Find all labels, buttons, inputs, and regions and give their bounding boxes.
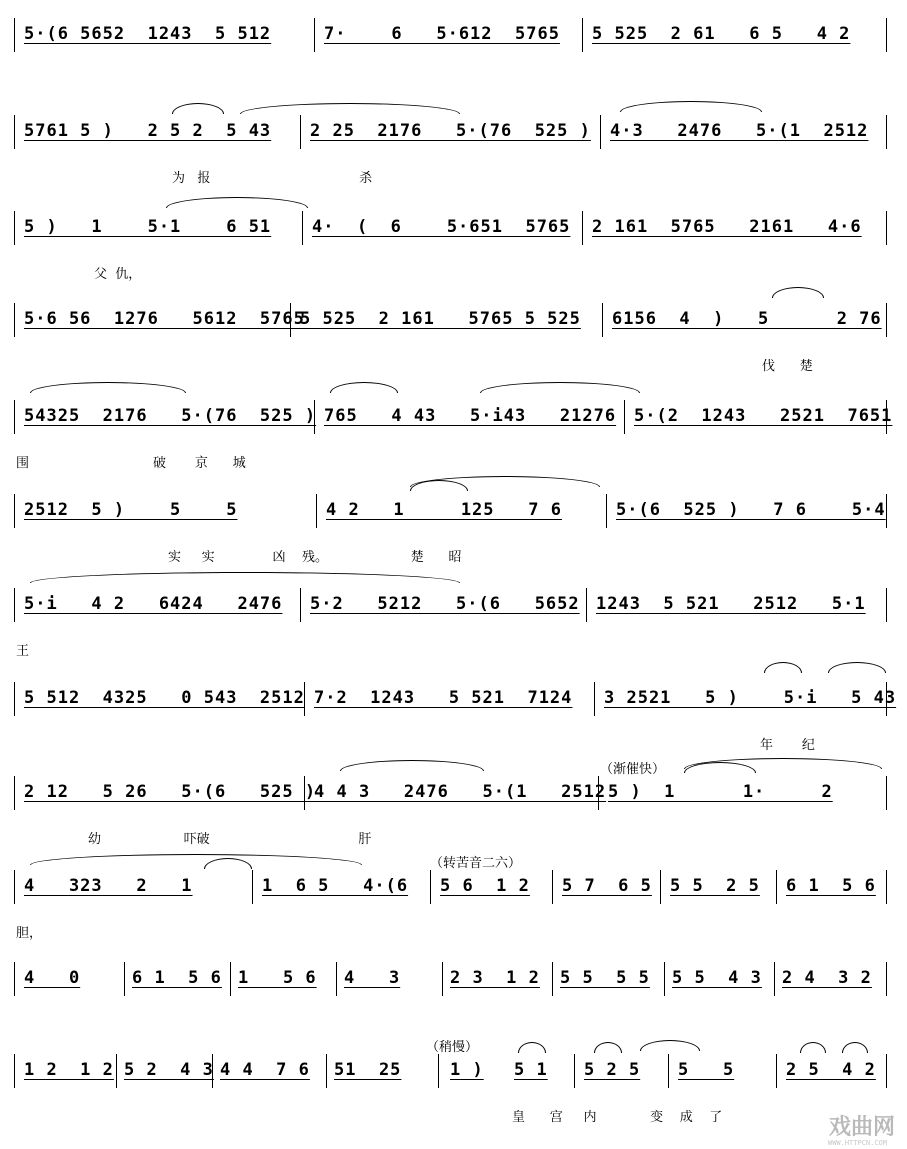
measure-9-1: 2 12 5 26 5·(6 525 )	[24, 782, 317, 802]
barline	[886, 1054, 887, 1088]
measure-3-3: 2 161 5765 2161 4·6	[592, 217, 862, 237]
measure-10-5: 5 5 2 5	[670, 876, 760, 896]
barline	[14, 682, 15, 716]
barline	[430, 870, 431, 904]
barline	[14, 115, 15, 149]
site-watermark-logo: 戏曲网	[828, 1115, 895, 1140]
score-system-4	[0, 303, 907, 393]
measure-6-1: 2512 5 ) 5 5	[24, 500, 238, 520]
measure-2-2: 2 25 2176 5·(76 525 )	[310, 121, 591, 141]
score-system-1	[0, 18, 907, 108]
measure-11-5: 2 3 1 2	[450, 968, 540, 988]
barline	[326, 1054, 327, 1088]
lyrics-line-4: 伐 楚	[762, 359, 813, 374]
measure-10-1: 4 323 2 1	[24, 876, 193, 896]
system-staff	[14, 494, 894, 534]
barline	[252, 870, 253, 904]
barline	[212, 1054, 213, 1088]
barline	[624, 400, 625, 434]
barline	[552, 870, 553, 904]
barline	[774, 962, 775, 996]
system-staff	[14, 18, 894, 58]
measure-12-3: 4 4 7 6	[220, 1060, 310, 1080]
lyrics-line-8: 年 纪	[760, 738, 815, 753]
barline	[776, 1054, 777, 1088]
measure-12-6: 5 1	[514, 1060, 548, 1080]
barline	[886, 776, 887, 810]
score-system-10	[0, 856, 907, 960]
lyrics-line-3: 父 仇，	[94, 267, 142, 282]
barline	[552, 962, 553, 996]
barline	[14, 776, 15, 810]
tempo-mark: （转苦音二六）	[430, 856, 522, 871]
lyrics-line-6: 实 实 凶 残。 楚 昭	[168, 550, 462, 565]
measure-3-2: 4· ( 6 5·651 5765	[312, 217, 571, 237]
measure-2-1: 5761 5 ) 2 5 2 5 43	[24, 121, 272, 141]
barline	[314, 400, 315, 434]
barline	[314, 18, 315, 52]
barline	[586, 588, 587, 622]
barline	[886, 211, 887, 245]
barline	[886, 870, 887, 904]
score-system-6	[0, 494, 907, 584]
measure-10-4: 5 7 6 5	[562, 876, 652, 896]
measure-9-3: 5 ) 1 1· 2	[608, 782, 833, 802]
system-staff	[14, 400, 894, 440]
barline	[230, 962, 231, 996]
measure-1-1: 5·(6 5652 1243 5 512	[24, 24, 272, 44]
barline	[14, 588, 15, 622]
barline	[14, 962, 15, 996]
lyrics-line-2: 为 报 杀	[172, 171, 373, 186]
score-system-12	[0, 1040, 907, 1144]
barline	[886, 494, 887, 528]
measure-11-6: 5 5 5 5	[560, 968, 650, 988]
measure-12-5: 1 )	[450, 1060, 484, 1080]
measure-11-8: 2 4 3 2	[782, 968, 872, 988]
barline	[886, 962, 887, 996]
barline	[582, 211, 583, 245]
barline	[300, 588, 301, 622]
measure-12-7: 5 2 5	[584, 1060, 641, 1080]
measure-4-1: 5·6 56 1276 5612 5765	[24, 309, 305, 329]
barline	[316, 494, 317, 528]
system-staff	[14, 1054, 894, 1094]
barline	[14, 870, 15, 904]
measure-7-1: 5·i 4 2 6424 2476	[24, 594, 283, 614]
barline	[300, 115, 301, 149]
lyrics-line-12: 皇 宫 内 变 成 了	[512, 1110, 723, 1125]
site-watermark-url: WWW.HTTPCN.COM	[827, 1139, 887, 1147]
measure-2-3: 4·3 2476 5·(1 2512	[610, 121, 869, 141]
barline	[886, 115, 887, 149]
measure-10-3: 5 6 1 2	[440, 876, 530, 896]
barline	[886, 400, 887, 434]
system-staff	[14, 588, 894, 628]
barline	[886, 588, 887, 622]
measure-4-3: 6156 4 ) 5 2 76	[612, 309, 882, 329]
system-staff	[14, 682, 897, 722]
measure-12-2: 5 2 4 3	[124, 1060, 214, 1080]
barline	[442, 962, 443, 996]
barline	[14, 211, 15, 245]
measure-5-3: 5·(2 1243 2521 7651	[634, 406, 893, 426]
system-staff	[14, 776, 894, 816]
barline	[438, 1054, 439, 1088]
barline	[14, 18, 15, 52]
tempo-mark: （渐催快）	[600, 762, 666, 777]
system-staff	[14, 115, 894, 155]
barline	[14, 1054, 15, 1088]
measure-6-3: 5·(6 525 ) 7 6 5·4	[616, 500, 886, 520]
measure-5-2: 765 4 43 5·i43 21276	[324, 406, 617, 426]
system-staff	[14, 870, 894, 910]
barline	[14, 494, 15, 528]
score-system-3	[0, 211, 907, 301]
lyrics-line-5: 围 破 京 城	[16, 456, 246, 471]
system-staff	[14, 211, 894, 251]
barline	[606, 494, 607, 528]
barline	[336, 962, 337, 996]
measure-10-2: 1 6 5 4·(6	[262, 876, 409, 896]
measure-12-4: 51 25	[334, 1060, 402, 1080]
measure-8-1: 5 512 4325 0 543 2512	[24, 688, 305, 708]
barline	[664, 962, 665, 996]
measure-12-1: 1 2 1 2	[24, 1060, 114, 1080]
barline	[582, 18, 583, 52]
barline	[124, 962, 125, 996]
measure-4-2: 5 525 2 161 5765 5 525	[300, 309, 581, 329]
barline	[776, 870, 777, 904]
measure-12-9: 2 5 4 2	[786, 1060, 876, 1080]
barline	[304, 682, 305, 716]
barline	[660, 870, 661, 904]
measure-11-7: 5 5 4 3	[672, 968, 762, 988]
barline	[574, 1054, 575, 1088]
score-system-2	[0, 115, 907, 205]
barline	[116, 1054, 117, 1088]
measure-7-3: 1243 5 521 2512 5·1	[596, 594, 866, 614]
barline	[602, 303, 603, 337]
measure-11-1: 4 0	[24, 968, 81, 988]
lyrics-line-9: 幼 吓破 肝	[88, 832, 372, 847]
barline	[600, 115, 601, 149]
barline	[290, 303, 291, 337]
barline	[886, 18, 887, 52]
barline	[886, 682, 887, 716]
measure-8-3: 3 2521 5 ) 5·i 5 43	[604, 688, 897, 708]
measure-11-3: 1 5 6	[238, 968, 317, 988]
measure-1-2: 7· 6 5·612 5765	[324, 24, 560, 44]
measure-8-2: 7·2 1243 5 521 7124	[314, 688, 573, 708]
measure-10-6: 6 1 5 6	[786, 876, 876, 896]
measure-9-2: 4 4 3 2476 5·(1 2512	[314, 782, 607, 802]
lyrics-line-10: 胆，	[16, 926, 43, 941]
barline	[598, 776, 599, 810]
barline	[302, 211, 303, 245]
system-staff	[14, 962, 894, 1002]
score-system-5	[0, 400, 907, 490]
tempo-mark: （稍慢）	[426, 1040, 479, 1055]
measure-5-1: 54325 2176 5·(76 525 )	[24, 406, 317, 426]
barline	[304, 776, 305, 810]
system-staff	[14, 303, 894, 343]
barline	[14, 400, 15, 434]
measure-6-2: 4 2 1 125 7 6	[326, 500, 562, 520]
measure-11-2: 6 1 5 6	[132, 968, 222, 988]
measure-1-3: 5 525 2 61 6 5 4 2	[592, 24, 851, 44]
barline	[14, 303, 15, 337]
measure-3-1: 5 ) 1 5·1 6 51	[24, 217, 272, 237]
barline	[886, 303, 887, 337]
lyrics-line-7: 王	[16, 644, 30, 659]
barline	[594, 682, 595, 716]
measure-11-4: 4 3	[344, 968, 401, 988]
measure-12-8: 5 5	[678, 1060, 735, 1080]
measure-7-2: 5·2 5212 5·(6 5652	[310, 594, 580, 614]
barline	[668, 1054, 669, 1088]
